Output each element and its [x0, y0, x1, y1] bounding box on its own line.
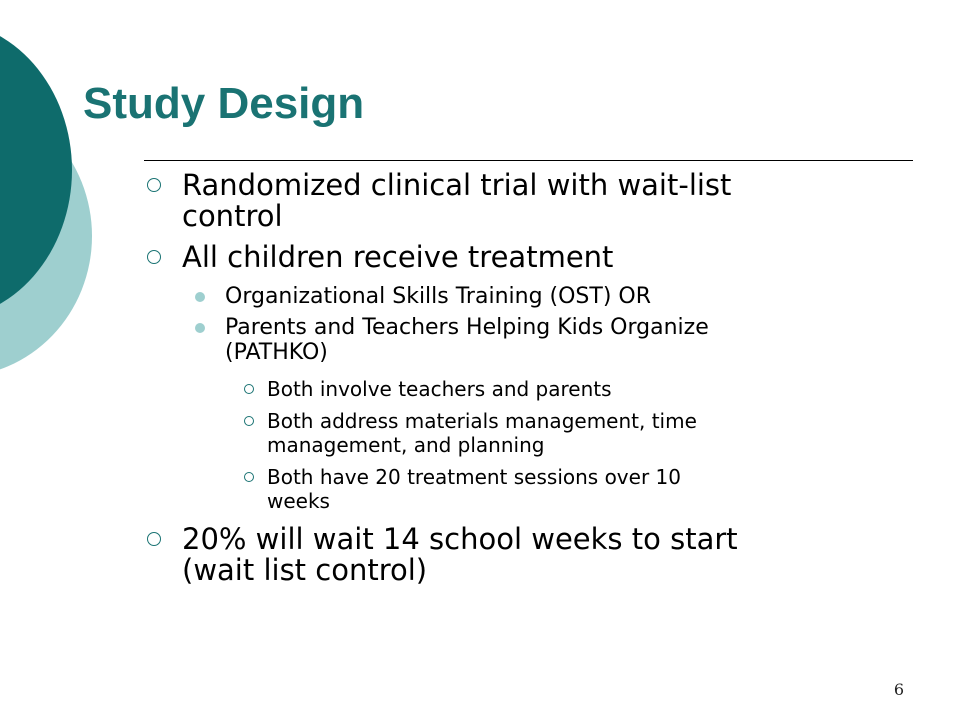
bullet-ost: Organizational Skills Training (OST) OR: [225, 284, 652, 309]
bullet-pathko-line2: (PATHKO): [225, 340, 328, 365]
bullet-all-children: All children receive treatment: [182, 240, 614, 274]
bullet-randomized-line1: Randomized clinical trial with wait-list: [182, 168, 732, 202]
page-number: 6: [893, 680, 904, 699]
bullet-involve-teachers: Both involve teachers and parents: [267, 377, 612, 401]
bullet-sessions-line1: Both have 20 treatment sessions over 10: [267, 465, 681, 489]
bullet-address-materials-line1: Both address materials management, time: [267, 409, 697, 433]
level3-bullet-icon: [244, 384, 254, 394]
slide-title: Study Design: [83, 79, 365, 128]
bullet-randomized-line2: control: [182, 199, 283, 233]
bullet-wait-list-line2: (wait list control): [182, 553, 428, 587]
bullet-address-materials-line2: management, and planning: [267, 433, 545, 457]
level2-bullet-icon: [195, 292, 205, 302]
bullet-sessions-line2: weeks: [267, 489, 330, 513]
bullet-pathko-line1: Parents and Teachers Helping Kids Organize: [225, 315, 709, 340]
level1-bullet-icon: [147, 178, 161, 192]
level2-bullet-icon: [195, 323, 205, 333]
title-divider: [144, 160, 913, 161]
level3-bullet-icon: [244, 416, 254, 426]
level3-bullet-icon: [244, 472, 254, 482]
level1-bullet-icon: [147, 250, 161, 264]
bullet-wait-list-line1: 20% will wait 14 school weeks to start: [182, 522, 738, 556]
level1-bullet-icon: [147, 532, 161, 546]
